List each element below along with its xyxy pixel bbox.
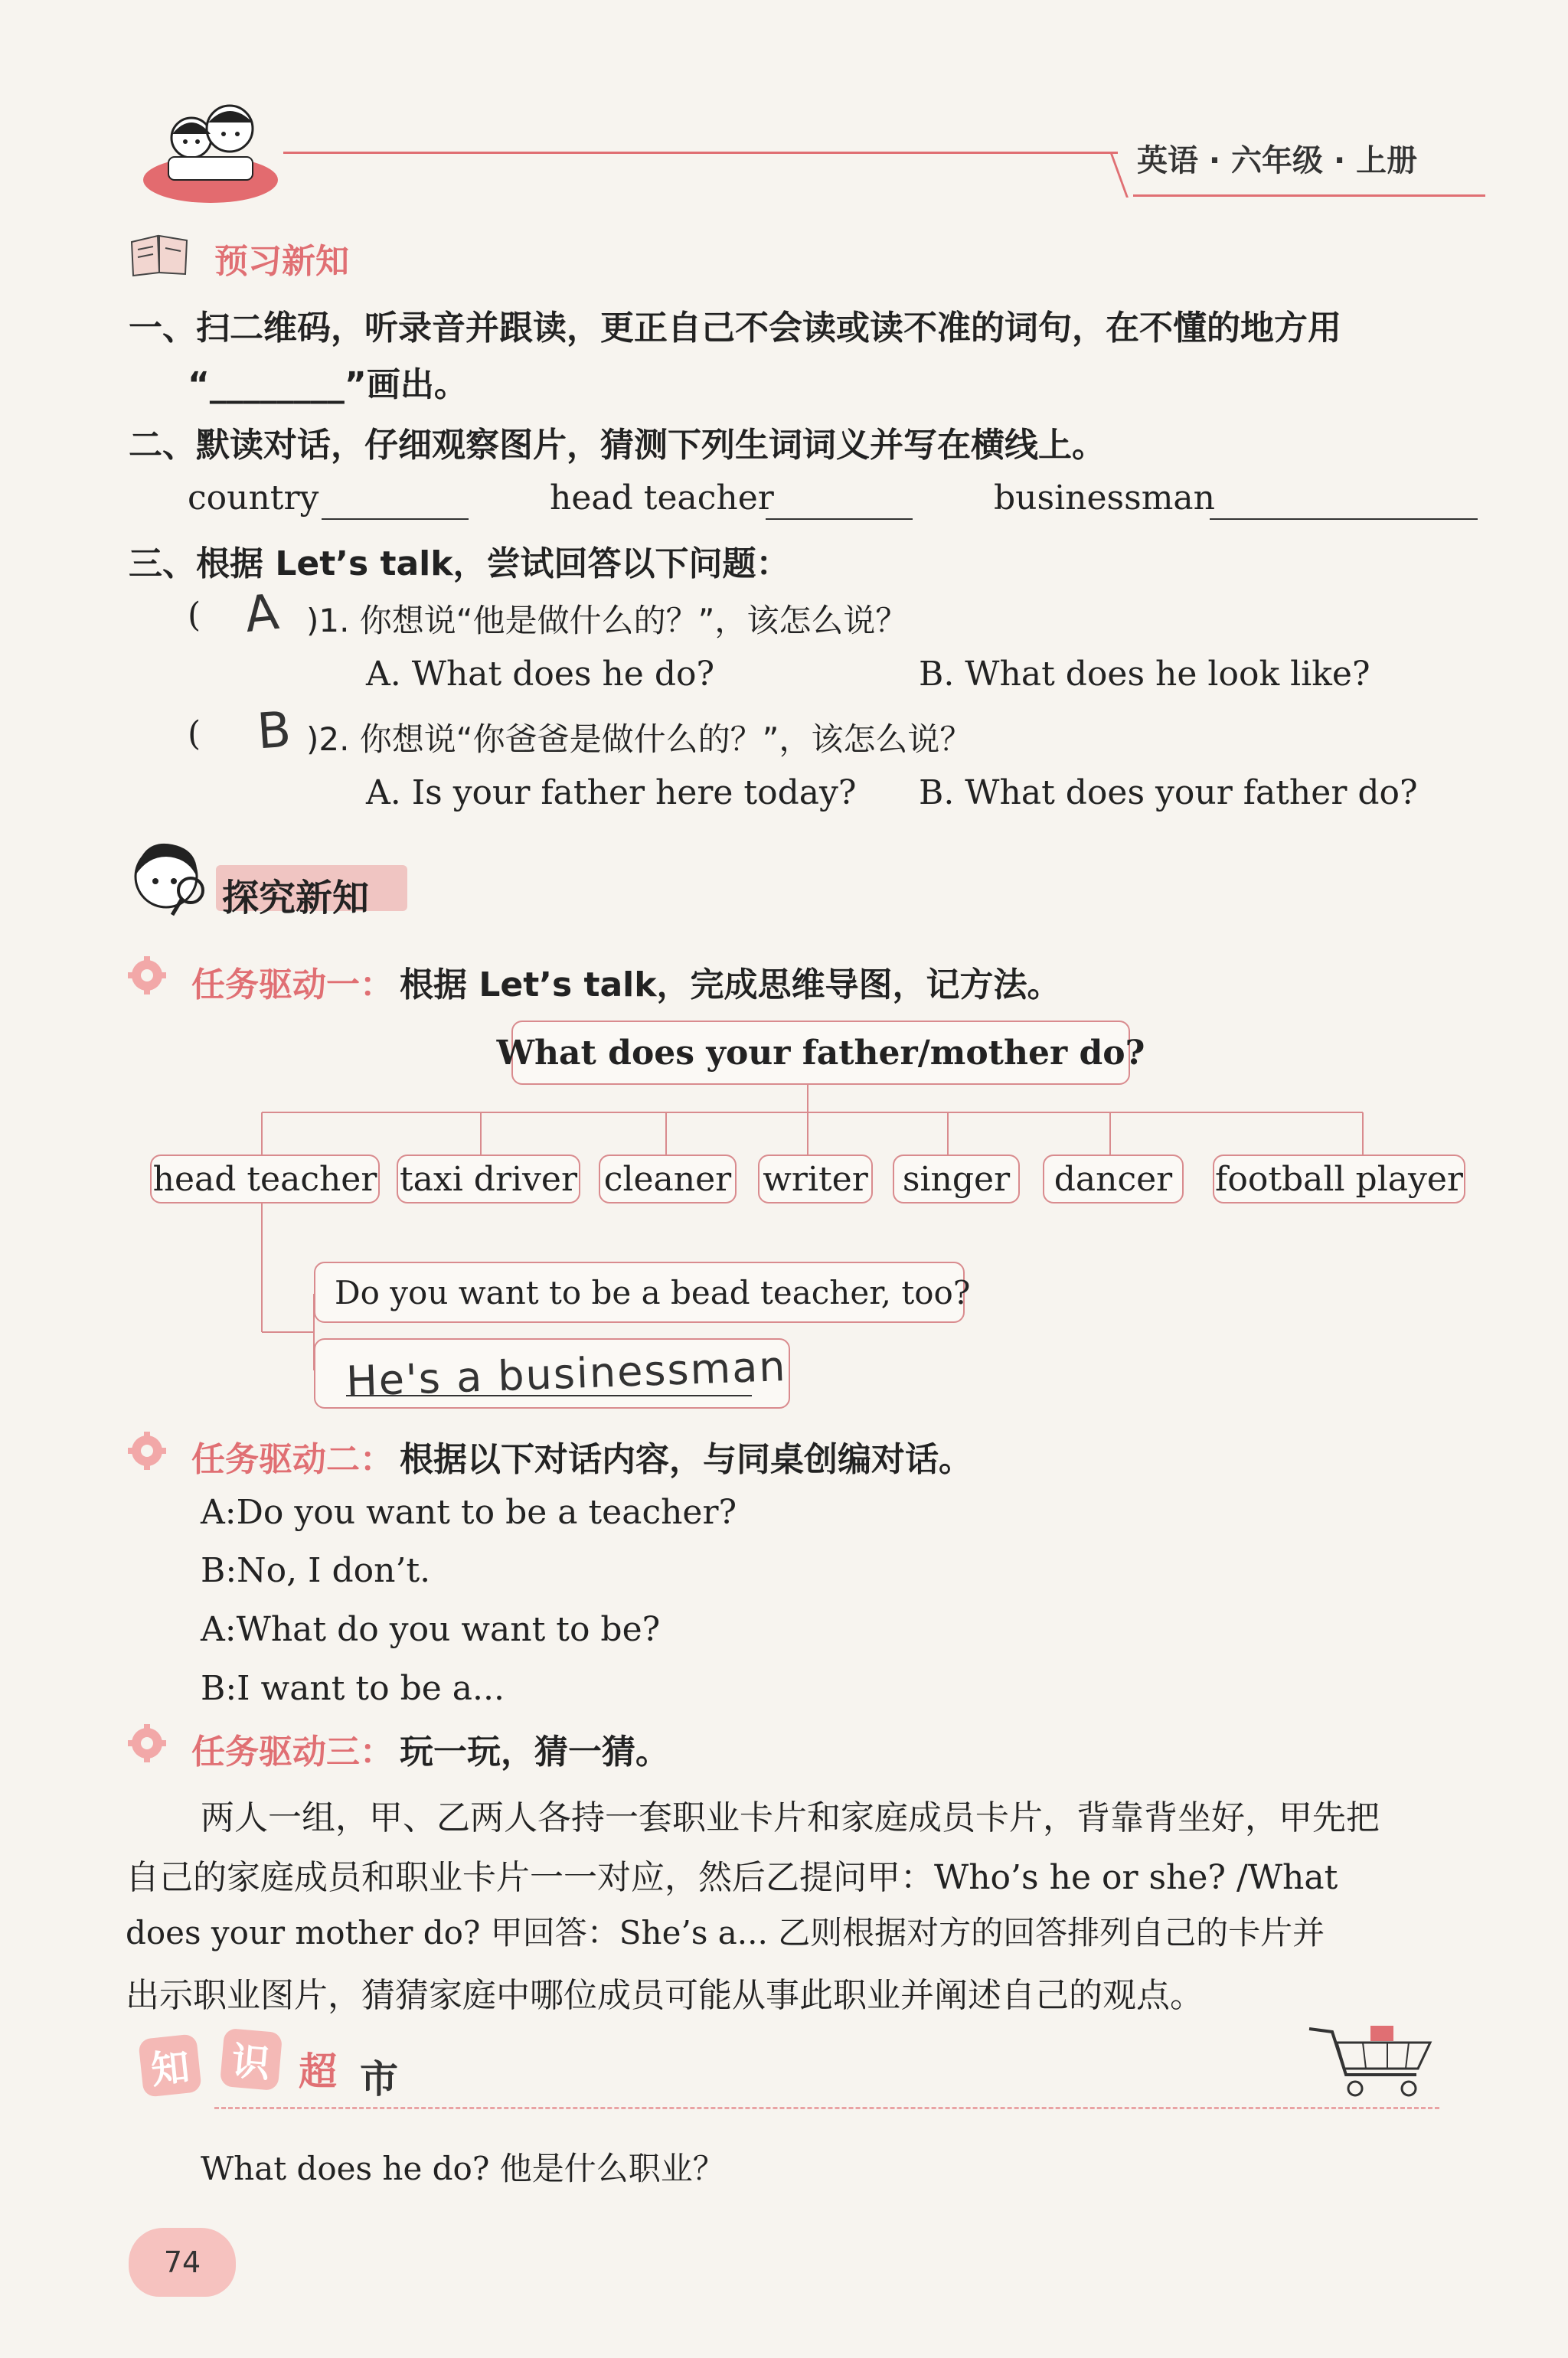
knowledge-divider [214, 2107, 1439, 2109]
job-cleaner: cleaner [599, 1155, 737, 1203]
explore-title: 探究新知 [222, 877, 370, 919]
job-head-teacher: head teacher [150, 1155, 380, 1203]
mindmap-root: What does your father/mother do? [511, 1021, 1130, 1085]
task2-label: 任务驱动二： [191, 1440, 394, 1479]
mindmap-answer-box[interactable] [314, 1338, 790, 1409]
task3-para-1: 两人一组，甲、乙两人各持一套职业卡片和家庭成员卡片，背靠背坐好，甲先把 [201, 1798, 1380, 1837]
preview-item3: 三、根据 Let’s talk，尝试回答以下问题： [129, 544, 790, 583]
task3-label: 任务驱动三： [191, 1733, 394, 1772]
knowledge-char-4: 市 [360, 2057, 398, 2102]
task2-text: 根据以下对话内容，与同桌创编对话。 [400, 1440, 972, 1479]
q1-answer[interactable]: A [242, 583, 282, 645]
mindmap-answer-underline [346, 1395, 752, 1396]
mindmap-question: Do you want to be a bead teacher, too? [314, 1262, 965, 1323]
job-dancer: dancer [1043, 1155, 1184, 1203]
preview-item2: 二、默读对话，仔细观察图片，猜测下列生词词义并写在横线上。 [129, 426, 1106, 465]
preview-item1-line2: “________”画出。 [188, 365, 468, 404]
knowledge-char-2: 识 [220, 2028, 283, 2091]
dialog-line-3: A:What do you want to be? [201, 1610, 661, 1649]
q2-option-b: B. What does your father do? [919, 773, 1418, 812]
q2-question: )2. 你想说“你爸爸是做什么的？”，该怎么说？ [306, 720, 972, 758]
cart-icon [1302, 2021, 1439, 2105]
word-businessman: businessman [994, 478, 1215, 518]
dialog-line-4: B:I want to be a... [201, 1669, 505, 1708]
q1-option-b: B. What does he look like? [919, 655, 1370, 694]
q1-paren-open: ( [188, 596, 201, 635]
job-singer: singer [893, 1155, 1020, 1203]
dialog-line-1: A:Do you want to be a teacher? [201, 1493, 737, 1532]
word-country: country [188, 478, 319, 518]
page-number: 74 [163, 2245, 201, 2279]
task3-gear-icon [126, 1723, 168, 1767]
knowledge-note: What does he do? 他是什么职业？ [201, 2150, 725, 2187]
q1-option-a: A. What does he do? [366, 655, 715, 694]
task1-text: 根据 Let’s talk，完成思维导图，记方法。 [400, 965, 1061, 1004]
task1-label: 任务驱动一： [191, 965, 394, 1004]
job-writer: writer [758, 1155, 873, 1203]
q2-answer[interactable]: B [255, 701, 293, 761]
mindmap-handwritten-answer: He's a businessman [345, 1341, 788, 1406]
q1-question: )1. 你想说“他是做什么的？”，该怎么说？ [306, 602, 908, 639]
word-head-teacher: head teacher [550, 478, 774, 518]
knowledge-char-3: 超 [299, 2049, 337, 2094]
dialog-line-2: B:No, I don’t. [201, 1551, 431, 1590]
q2-option-a: A. Is your father here today? [366, 773, 857, 812]
preview-title: 预习新知 [214, 242, 349, 281]
task3-para-4: 出示职业图片，猜猜家庭中哪位成员可能从事此职业并阐述自己的观点。 [126, 1976, 1204, 2015]
knowledge-char-1: 知 [138, 2033, 202, 2098]
task3-text: 玩一玩，猜一猜。 [400, 1733, 669, 1772]
job-taxi-driver: taxi driver [397, 1155, 580, 1203]
task2-gear-icon [126, 1430, 168, 1475]
task3-para-3: does your mother do? 甲回答：She’s a... 乙则根据对方的回答排列自己的卡片并 [126, 1914, 1325, 1951]
preview-item1-line1: 一、扫二维码，听录音并跟读，更正自己不会读或读不准的词句，在不懂的地方用 [129, 309, 1341, 348]
job-football-player: football player [1213, 1155, 1465, 1203]
book-title: 英语 · 六年级 · 上册 [1137, 143, 1418, 178]
q2-paren-open: ( [188, 714, 201, 753]
page-number-badge [129, 2228, 236, 2297]
task3-para-2: 自己的家庭成员和职业卡片一一对应，然后乙提问甲：Who’s he or she? /What [126, 1858, 1338, 1897]
